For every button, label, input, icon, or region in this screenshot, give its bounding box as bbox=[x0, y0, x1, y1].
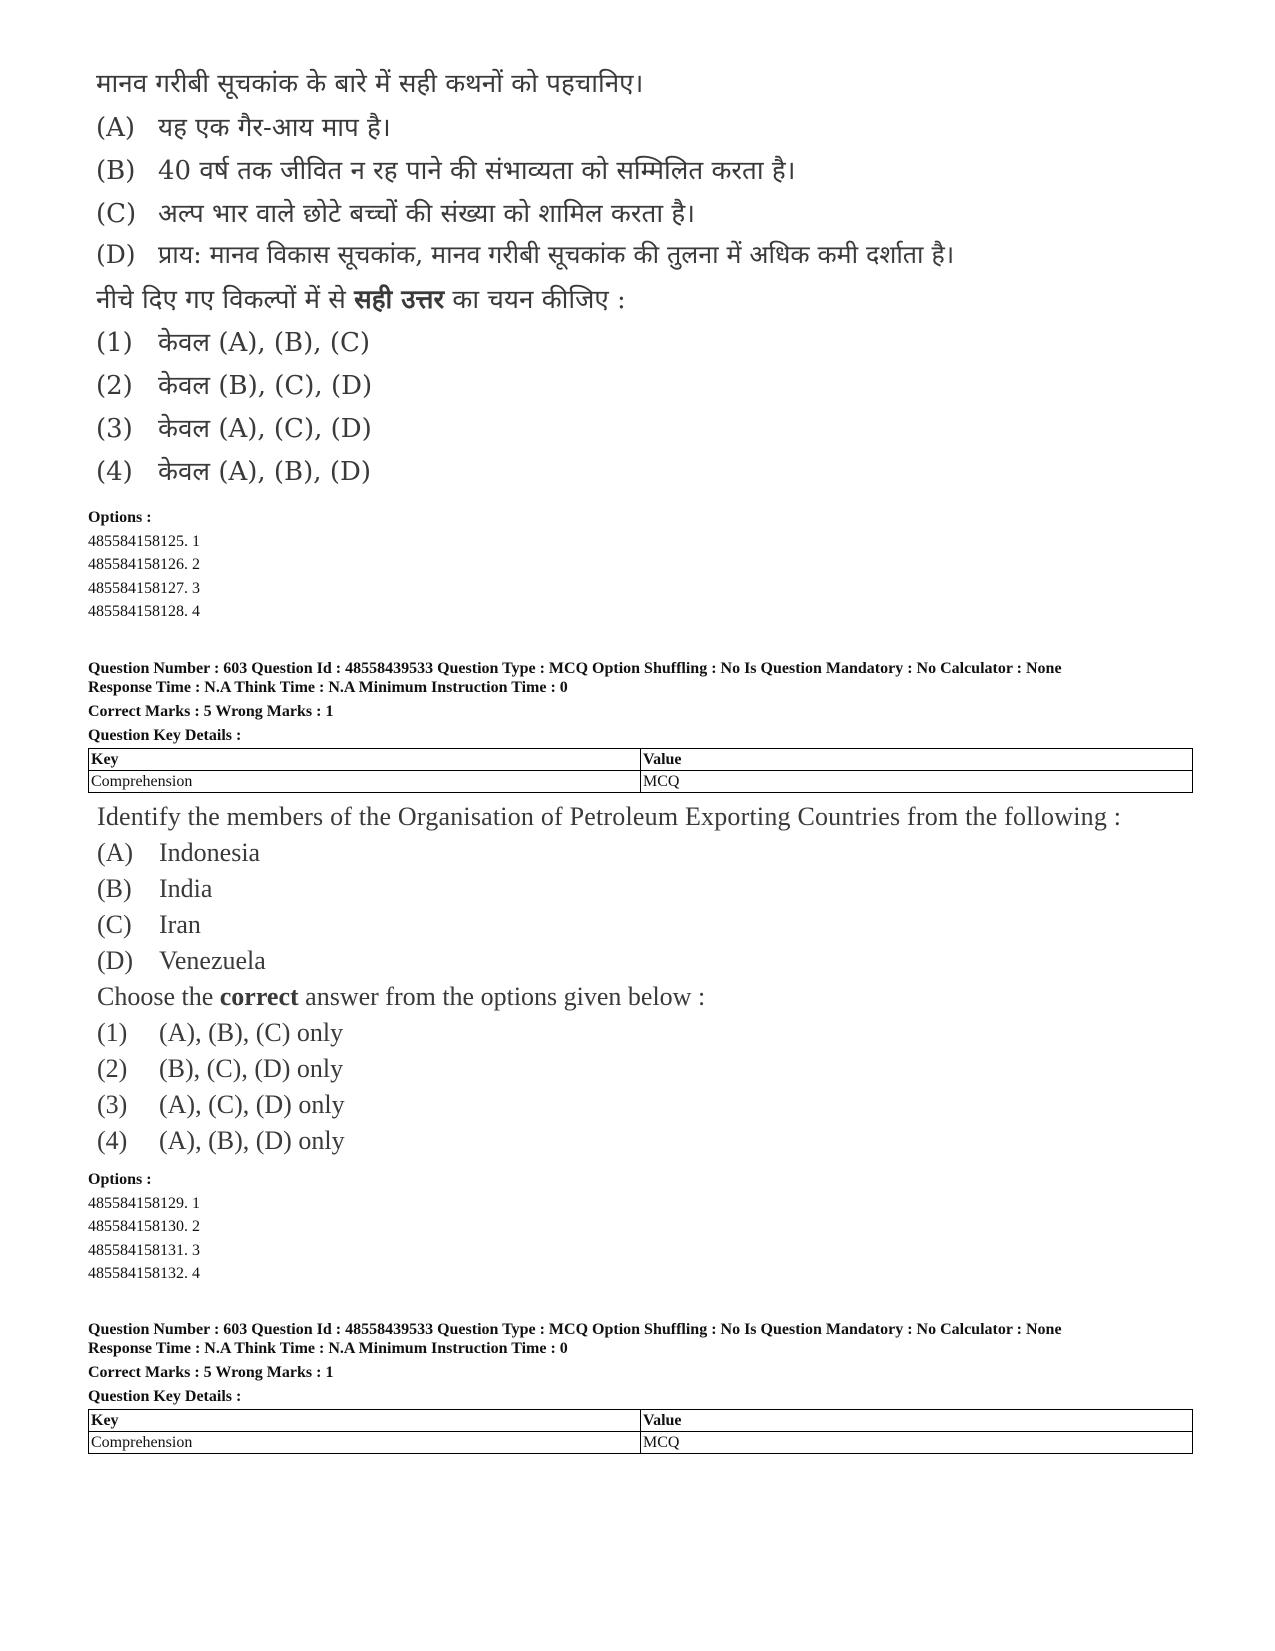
statement-label: (D) bbox=[96, 240, 136, 269]
option-id: 485584158132. 4 bbox=[88, 1265, 200, 1282]
table-row bbox=[89, 771, 1193, 793]
table-header-row bbox=[89, 749, 1193, 771]
instruction-bold: correct bbox=[219, 982, 299, 1011]
q2-stem: Identify the members of the Organisation of Petroleum Exporting Countries from the following : bbox=[97, 802, 1122, 831]
statement-label: (B) bbox=[97, 874, 132, 903]
option-id: 485584158126. 2 bbox=[88, 556, 200, 573]
option-id: 485584158125. 1 bbox=[88, 532, 200, 550]
options-heading: Options : bbox=[88, 1171, 152, 1188]
q3-key-table bbox=[88, 1409, 1193, 1454]
statement-text: प्राय: मानव विकास सूचकांक, मानव गरीबी सूचकांक की तुलना में अधिक कमी दर्शाता है। bbox=[158, 240, 955, 269]
table-cell-value: MCQ bbox=[641, 771, 1193, 793]
q1-statement-d bbox=[96, 237, 954, 271]
table-header-key: Key bbox=[89, 1410, 641, 1432]
choice-text: केवल (A), (C), (D) bbox=[158, 414, 372, 444]
statement-text: 40 वर्ष तक जीवित न रह पाने की संभाव्यता को सम्मिलित करता है। bbox=[158, 156, 796, 186]
table-cell-key: Comprehension bbox=[89, 1432, 641, 1454]
choice-label: (3) bbox=[97, 1090, 128, 1119]
instruction-post: answer from the options given below : bbox=[298, 982, 706, 1011]
q3-meta-line2: Response Time : N.A Think Time : N.A Minimum Instruction Time : 0 bbox=[88, 1340, 568, 1357]
q1-choice-1 bbox=[96, 323, 370, 359]
q2-marks: Correct Marks : 5 Wrong Marks : 1 bbox=[88, 703, 334, 720]
q1-statement-b bbox=[96, 151, 796, 187]
table-row bbox=[89, 1432, 1193, 1454]
options-heading: Options : bbox=[88, 509, 152, 526]
q3-marks: Correct Marks : 5 Wrong Marks : 1 bbox=[88, 1364, 334, 1381]
q1-statement-a bbox=[96, 108, 391, 144]
option-id: 485584158131. 3 bbox=[88, 1241, 200, 1259]
table-header-row bbox=[89, 1410, 1193, 1432]
q2-meta-line2: Response Time : N.A Think Time : N.A Minimum Instruction Time : 0 bbox=[88, 679, 568, 696]
statement-text: Iran bbox=[159, 910, 201, 939]
choice-text: (A), (B), (C) only bbox=[159, 1018, 344, 1047]
statement-text: India bbox=[159, 874, 213, 903]
table-header-key: Key bbox=[89, 749, 641, 771]
choice-text: केवल (A), (B), (D) bbox=[158, 457, 371, 487]
instruction-pre: Choose the bbox=[97, 982, 220, 1011]
statement-label: (B) bbox=[96, 156, 136, 186]
q1-choice-4 bbox=[96, 452, 371, 488]
q1-statement-c bbox=[96, 194, 695, 230]
q2-options bbox=[88, 1168, 200, 1286]
table-header-value: Value bbox=[641, 1410, 1193, 1432]
option-id: 485584158128. 4 bbox=[88, 603, 200, 620]
instruction-pre: नीचे दिए गए विकल्पों में से bbox=[96, 285, 355, 315]
q2-statement-c bbox=[97, 910, 201, 940]
statement-text: Indonesia bbox=[159, 838, 261, 867]
choice-label: (1) bbox=[96, 328, 133, 358]
statement-text: Venezuela bbox=[159, 946, 266, 975]
q2-choice-1 bbox=[97, 1018, 343, 1048]
choice-text: (B), (C), (D) only bbox=[159, 1054, 344, 1083]
choice-text: केवल (B), (C), (D) bbox=[158, 371, 373, 401]
q2-statement-b bbox=[97, 874, 212, 904]
q2-key-details: Question Key Details : bbox=[88, 727, 242, 744]
table-cell-key: Comprehension bbox=[89, 771, 641, 793]
option-id: 485584158127. 3 bbox=[88, 579, 200, 597]
q2-instruction bbox=[97, 982, 705, 1012]
q1-options bbox=[88, 506, 200, 624]
q2-meta-line1: Question Number : 603 Question Id : 48558439533 Question Type : MCQ Option Shuffling : No Is Question Mandatory : No Calculator : None bbox=[88, 660, 1062, 677]
option-id: 485584158130. 2 bbox=[88, 1218, 200, 1235]
statement-text: अल्प भार वाले छोटे बच्चों की संख्या को शामिल करता है। bbox=[158, 199, 695, 229]
instruction-bold: सही उत्तर bbox=[354, 285, 445, 315]
statement-label: (D) bbox=[97, 946, 134, 975]
statement-label: (C) bbox=[97, 910, 132, 939]
q3-meta-line1: Question Number : 603 Question Id : 48558439533 Question Type : MCQ Option Shuffling : No Is Question Mandatory : No Calculator : None bbox=[88, 1321, 1062, 1338]
q2-statement-d bbox=[97, 946, 266, 976]
q2-key-table bbox=[88, 748, 1193, 793]
q1-choice-3 bbox=[96, 409, 372, 445]
choice-label: (2) bbox=[96, 371, 133, 401]
table-header-value: Value bbox=[641, 749, 1193, 771]
q2-statement-a bbox=[97, 838, 260, 868]
choice-text: (A), (C), (D) only bbox=[159, 1090, 345, 1119]
table-cell-value: MCQ bbox=[641, 1432, 1193, 1454]
statement-label: (A) bbox=[97, 838, 134, 867]
choice-label: (4) bbox=[96, 457, 133, 487]
statement-text: यह एक गैर-आय माप है। bbox=[158, 113, 391, 143]
choice-label: (3) bbox=[96, 414, 133, 444]
choice-text: (A), (B), (D) only bbox=[159, 1126, 345, 1155]
q2-choice-3 bbox=[97, 1090, 345, 1120]
q2-choice-2 bbox=[97, 1054, 343, 1084]
instruction-post: का चयन कीजिए : bbox=[444, 285, 626, 315]
choice-label: (2) bbox=[97, 1054, 128, 1083]
choice-label: (4) bbox=[97, 1126, 128, 1155]
statement-label: (A) bbox=[96, 113, 136, 143]
q3-key-details: Question Key Details : bbox=[88, 1388, 242, 1405]
q1-stem: मानव गरीबी सूचकांक के बारे में सही कथनों को पहचानिए। bbox=[96, 69, 644, 99]
choice-text: केवल (A), (B), (C) bbox=[158, 328, 371, 358]
choice-label: (1) bbox=[97, 1018, 128, 1047]
statement-label: (C) bbox=[96, 199, 137, 229]
q2-choice-4 bbox=[97, 1126, 345, 1156]
q1-choice-2 bbox=[96, 366, 372, 402]
option-id: 485584158129. 1 bbox=[88, 1194, 200, 1212]
q1-instruction bbox=[96, 280, 626, 316]
